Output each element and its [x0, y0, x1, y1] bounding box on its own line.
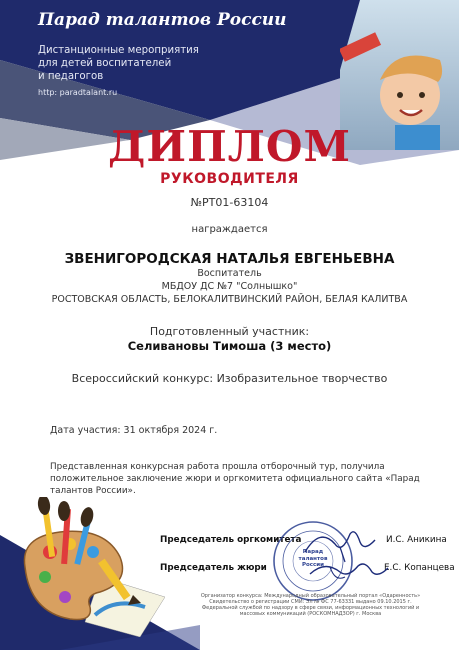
prepared-participant-name: Селивановы Тимоша (3 место) [127, 339, 332, 353]
contest-name: Всероссийский конкурс: Изобразительное творчество [71, 372, 388, 385]
brand-subtitle-line: для детей воспитателей [38, 58, 172, 69]
awarded-text: награждается [191, 224, 268, 235]
recipient-organization: МБДОУ ДС №7 "Солнышко" [161, 281, 298, 292]
seal-text-line: России [301, 562, 325, 568]
recipient-region: РОСТОВСКАЯ ОБЛАСТЬ, БЕЛОКАЛИТВИНСКИЙ РАЙОН, БЕЛАЯ КАЛИТВА [51, 294, 408, 305]
palette-and-brushes-icon [15, 497, 165, 637]
seal-text-line: талантов [298, 555, 328, 562]
seal-text-line: Парад [302, 549, 324, 555]
jury-statement: Представленная конкурсная работа прошла отборочный тур, получила положительное заключение жюри и оргкомитета официального сайта «Парад талантов России». [50, 462, 420, 496]
diploma-subtitle: РУКОВОДИТЕЛЯ [160, 171, 299, 187]
brand-title: Парад талантов России [38, 10, 287, 30]
site-url[interactable]: http: paradtalant.ru [38, 88, 118, 97]
recipient-name: ЗВЕНИГОРОДСКАЯ НАТАЛЬЯ ЕВГЕНЬЕВНА [64, 251, 395, 267]
recipient-role: Воспитатель [197, 268, 262, 279]
chair-jury-label: Председатель жюри [160, 563, 267, 573]
chair-org-name: И.С. Аникина [386, 535, 447, 545]
prepared-participant-label: Подготовленный участник: [149, 325, 310, 338]
brand-subtitle-line: Дистанционные мероприятия [38, 45, 199, 56]
participation-date: Дата участия: 31 октября 2024 г. [50, 425, 218, 436]
diploma-title: ДИПЛОМ [108, 122, 351, 171]
diploma-number: №РТ01-63104 [190, 196, 269, 209]
handwritten-signatures-icon [300, 522, 390, 584]
brand-subtitle [38, 44, 218, 83]
chair-org-label: Председатель оргкомитета [160, 535, 302, 545]
chair-jury-name: Е.С. Копанцева [384, 563, 455, 573]
legal-notice: Организатор конкурса: Международный образовательный портал «Одаренность» Свидетельство о регистрации СМИ: Эл № ФС 77-63331 выдано 09.10.2015 г. Федеральной службой по надзору в сфере связи, информационных технологий и массовых коммуникаций (РОСКОМНАДЗОР) г. Москва [200, 593, 421, 617]
brand-subtitle-line: и педагогов [38, 71, 104, 82]
